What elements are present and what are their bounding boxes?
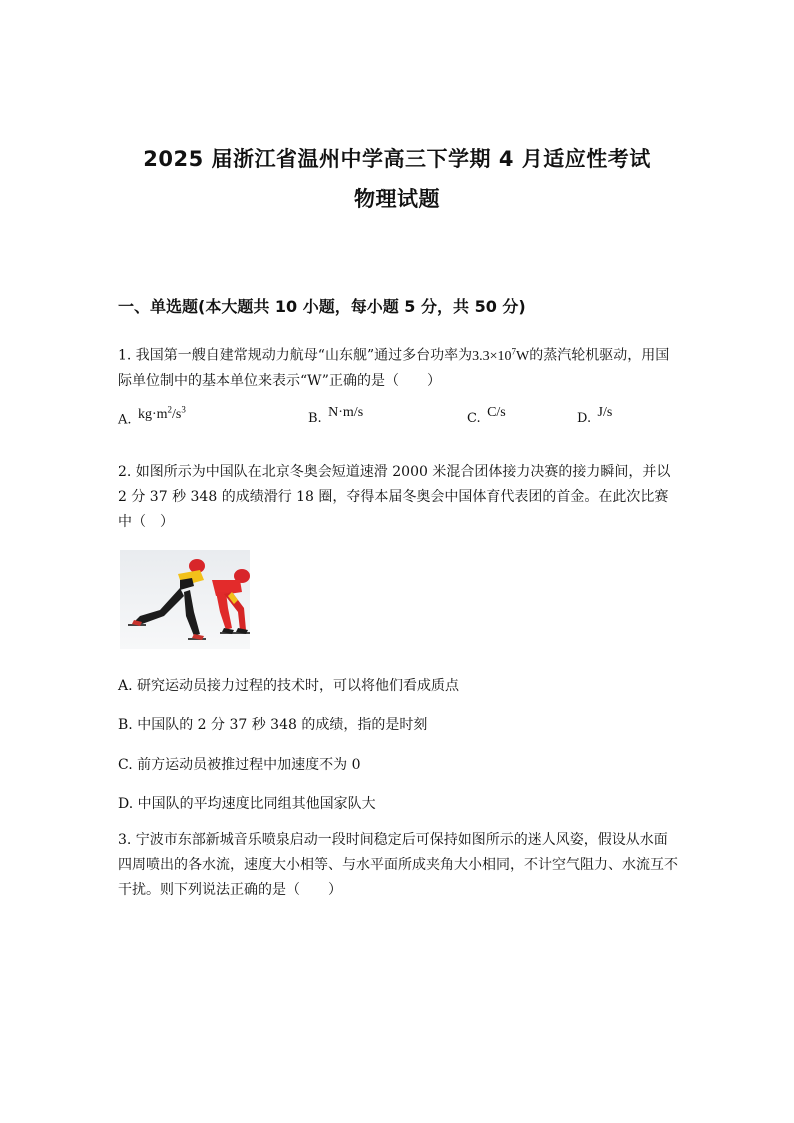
power-value: $3.3\times 10^7W$ (472, 346, 530, 364)
exam-title-line1: 2025 届浙江省温州中学高三下学期 4 月适应性考试 (143, 147, 651, 171)
option-d: D. J/s (577, 405, 613, 426)
question-2-choice-c: C. 前方运动员被推过程中加速度不为 0 (118, 757, 361, 773)
option-c: C. C/s (467, 405, 506, 426)
question-3: 3. 宁波市东部新城音乐喷泉启动一段时间稳定后可保持如图所示的迷人风姿，假设从水面四周喷出的各水流，速度大小相等、与水平面所成夹角大小相同，不计空气阻力、水流互不干扰。则下列说法正确的是（ ） (118, 832, 678, 898)
question-1 (118, 339, 678, 394)
question-2-choice-b: B. 中国队的 2 分 37 秒 348 的成绩，指的是时刻 (118, 717, 428, 733)
question-2-choice-d: D. 中国队的平均速度比同组其他国家队大 (118, 796, 376, 812)
option-b: B. N·m/s (308, 405, 364, 426)
speed-skating-photo (120, 550, 250, 649)
option-a-formula: $kg\cdot m^2/s^3$ (137, 404, 186, 422)
question-2: 2. 如图所示为中国队在北京冬奥会短道速滑 2000 米混合团体接力决赛的接力瞬间，并以 2 分 37 秒 348 的成绩滑行 18 圈，夺得本届冬奥会中国体育代表团的首金。在此次比赛中（ ） (118, 464, 671, 530)
question-2-choice-a: A. 研究运动员接力过程的技术时，可以将他们看成质点 (118, 678, 460, 694)
question-1-text-after: 的蒸汽轮机驱动，用国际单位制中的基本单位来表示“W”正确的是（ ） (118, 347, 670, 389)
section-heading: 一、单选题(本大题共 10 小题，每小题 5 分，共 50 分) (118, 297, 526, 316)
option-a: A. $kg\cdot m^2/s^3$ (118, 404, 186, 428)
exam-title-line2: 物理试题 (354, 187, 440, 211)
question-1-text-before: 1. 我国第一艘自建常规动力航母“山东舰”通过多台功率为 (118, 347, 473, 364)
